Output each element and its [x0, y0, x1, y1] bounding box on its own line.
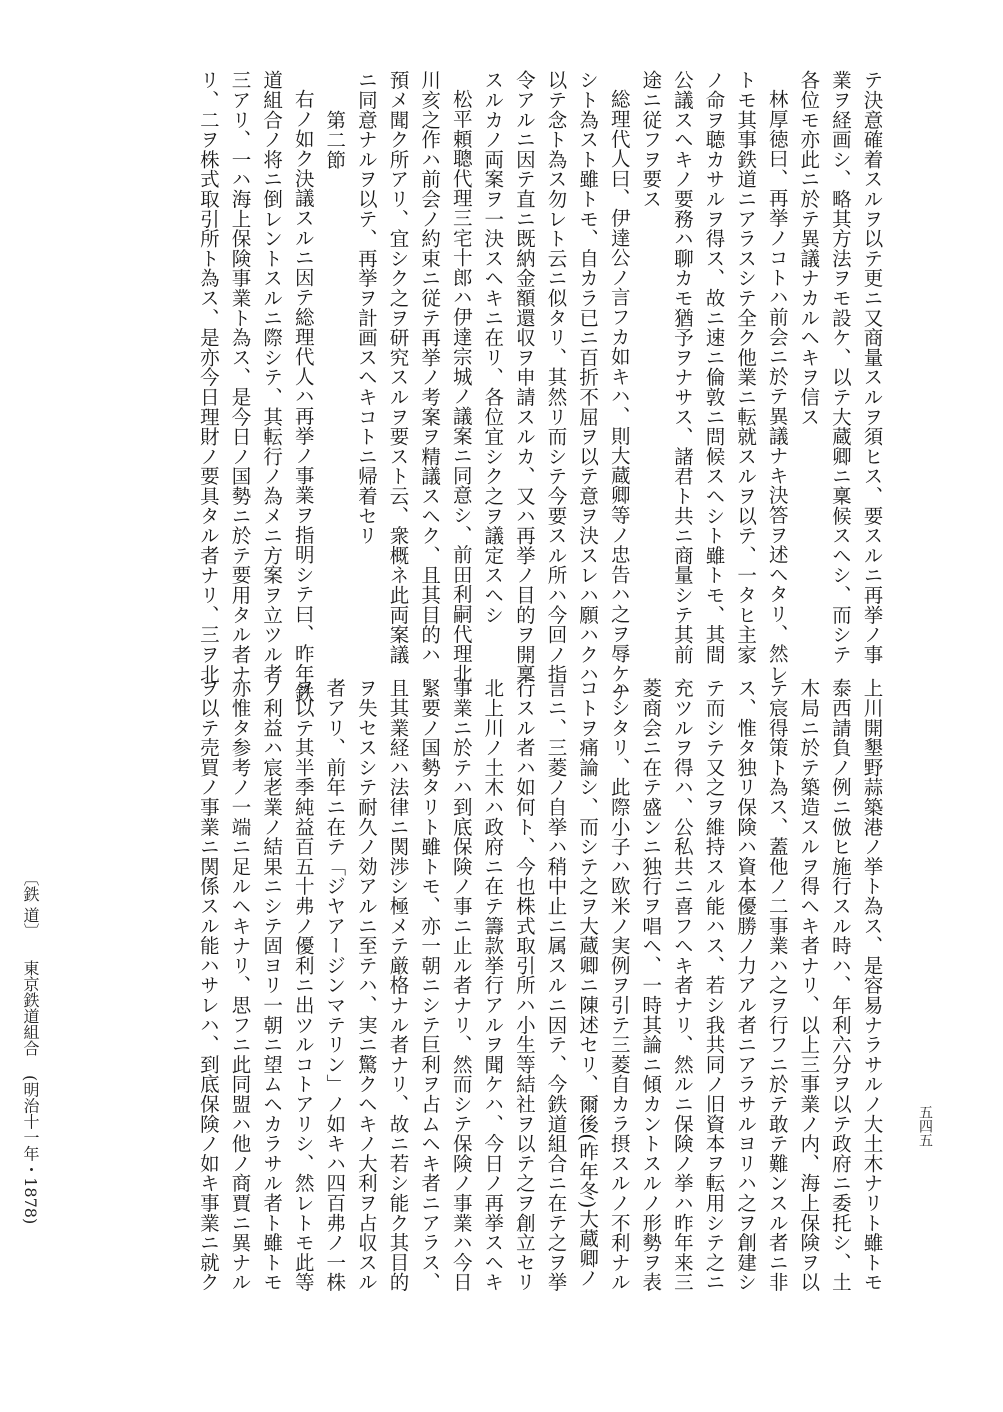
text-column: ノ命ヲ聴カサルヲ得ス、故ニ速ニ倫敦ニ問候スヘシト雖トモ、其間: [702, 70, 726, 664]
text-column: シト為スト雖トモ、自カラ已ニ百折不屈ヲ以テ意ヲ決スレハ願ハクハ: [576, 70, 600, 684]
text-column: 林厚徳曰、再挙ノコトハ前会ニ於テ異議ナキ決答ヲ述ヘタリ、然レ: [765, 89, 789, 683]
footer-category: 〔鉄 道〕: [21, 870, 40, 940]
text-column: 木局ニ於テ築造スルヲ得ヘキ者ナリ、以上三事業ノ内、海上保険ヲ以: [797, 678, 821, 1292]
text-column: 言ニ、三菱ノ自挙ハ稍中止ニ属スルニ因テ、今鉄道組合ニ在テ之ヲ挙: [544, 678, 568, 1292]
text-column: 各位モ亦此ニ於テ異議ナカルヘキヲ信ス: [797, 70, 821, 427]
text-column: ハシタリ、此際小子ハ欧米ノ実例ヲ引テ三菱自カラ摂スルノ不利ナル: [607, 678, 631, 1292]
text-column: 以テ念ト為ス勿レト云ニ似タリ、其然リ而シテ今要スル所ハ今回ノ指: [544, 70, 568, 684]
text-column: 泰西請負ノ例ニ倣ヒ施行スル時ハ、年利六分ヲ以テ政府ニ委托シ、土: [828, 678, 852, 1292]
text-column: 令アルニ因テ直ニ既納金額還収ヲ申請スルカ、又ハ再挙ノ目的ヲ開稟: [512, 70, 536, 684]
text-column: 充ツルヲ得ハ、公私共ニ喜フヘキ者ナリ、然ルニ保険ノ挙ハ昨年来三: [670, 678, 694, 1292]
text-column: 右ノ如ク決議スルニ因テ総理代人ハ再挙ノ事業ヲ指明シテ曰、昨年鉄: [291, 89, 315, 703]
text-column: 菱商会ニ在テ盛ンニ独行ヲ唱ヘ、一時其論ニ傾カントスルノ形勢ヲ表: [639, 678, 663, 1292]
text-column: ヲ以テ其半季純益百五十弗ノ優利ニ出ツルコトアリシ、然レトモ此等: [291, 678, 315, 1292]
text-column: ノ利益ハ宸老業ノ結果ニシテ固ヨリ一朝ニ望ムヘカラサル者ト雖トモ: [260, 678, 284, 1292]
text-column: 公議スヘキノ要務ハ聊カモ猶予ヲナサス、諸君ト共ニ商量シテ其前: [670, 70, 694, 664]
text-column: 且其業経ハ法律ニ関渉シ極メテ厳格ナル者ナリ、故ニ若シ能ク其目的: [386, 678, 410, 1292]
footer-date: (明治十一年・1878): [21, 1075, 40, 1225]
text-column: 上川開墾野蒜築港ノ挙ト為ス、是容易ナラサルノ大土木ナリト雖トモ: [860, 678, 884, 1292]
text-column: 預メ聞ク所アリ、宜シク之ヲ研究スルヲ要スト云、衆概ネ此両案議: [386, 70, 410, 664]
text-column: ヲ以テ売買ノ事業ニ関係スル能ハサレハ、到底保険ノ如キ事業ニ就ク: [196, 678, 220, 1292]
text-column: ニ同意ナルヲ以テ、再挙ヲ計画スヘキコトニ帰着セリ: [354, 70, 378, 546]
text-column: 第二節: [323, 110, 347, 170]
text-column: ス、惟タ独リ保険ハ資本優勝ノ力アル者ニアラサルヨリハ之ヲ創建シ: [734, 678, 758, 1292]
text-column: トモ其事鉄道ニアラスシテ全ク他業ニ転就スルヲ以テ、一タヒ主家: [734, 70, 758, 664]
text-column: 行スル者ハ如何ト、今也株式取引所ハ小生等結社ヲ以テ之ヲ創立セリ: [512, 678, 536, 1292]
page-number: 五四五: [917, 1105, 933, 1147]
text-column: 緊要ノ国勢タリト雖トモ、亦一朝ニシテ巨利ヲ占ムヘキ者ニアラス、: [418, 678, 442, 1292]
footer-organization: 東京鉄道組合: [21, 960, 40, 1056]
text-column: テ決意確着スルヲ以テ更ニ又商量スルヲ須ヒス、要スルニ再挙ノ事: [860, 70, 884, 664]
text-column: テ而シテ又之ヲ維持スル能ハス、若シ我共同ノ旧資本ヲ転用シテ之ニ: [702, 678, 726, 1292]
text-column: 者アリ、前年ニ在テ「ジヤアージンマテリン」ノ如キハ四百弗ノ一株: [323, 678, 347, 1292]
upper-text-block: [190, 70, 885, 703]
text-column: リ、二ヲ株式取引所ト為ス、是亦今日理財ノ要具タル者ナリ、三ヲ北: [196, 70, 220, 684]
text-column: 三アリ、一ハ海上保険事業ト為ス、是今日ノ国勢ニ於テ要用タル者ナ: [228, 70, 252, 684]
text-column: 北上川ノ土木ハ政府ニ在テ籌款挙行アルヲ聞ケハ、今日ノ再挙スヘキ: [481, 678, 505, 1292]
text-column: 総理代人曰、伊達公ノ言フカ如キハ、則大蔵卿等ノ忠告ハ之ヲ辱ケナ: [607, 89, 631, 703]
text-column: 道組合ノ将ニ倒レントスルニ際シテ、其転行ノ為メニ方案ヲ立ツル者: [260, 70, 284, 684]
text-column: 亦惟タ参考ノ一端ニ足ルヘキナリ、思フニ此同盟ハ他ノ商賈ニ異ナル: [228, 678, 252, 1292]
text-column: 業ヲ経画シ、略其方法ヲモ設ケ、以テ大蔵卿ニ稟候スヘシ、而シテ: [828, 70, 852, 664]
text-column: 途ニ従フヲ要ス: [639, 70, 663, 209]
text-column: 事業ニ於テハ到底保険ノ事ニ止ル者ナリ、然而シテ保険ノ事業ハ今日: [449, 678, 473, 1292]
lower-text-block: [190, 678, 885, 1398]
text-column: ヲ失セスシテ耐久ノ効アルニ至テハ、実ニ驚クヘキノ大利ヲ占収スル: [354, 678, 378, 1292]
text-column: コトヲ痛論シ、而シテ之ヲ大蔵卿ニ陳述セリ、爾後(昨年冬)大蔵卿ノ: [576, 678, 600, 1288]
text-column: テ宸得策ト為ス、蓋他ノ二事業ハ之ヲ行フニ於テ敢テ難ンスル者ニ非: [765, 678, 789, 1292]
text-column: スルカノ両案ヲ一決スヘキニ在リ、各位宜シク之ヲ議定スヘシ: [481, 70, 505, 625]
text-column: 川亥之作ハ前会ノ約束ニ従テ再挙ノ考案ヲ精議スヘク、且其目的ハ: [418, 70, 442, 664]
text-column: 松平頼聰代理三宅十郎ハ伊達宗城ノ議案ニ同意シ、前田利嗣代理北: [449, 89, 473, 683]
